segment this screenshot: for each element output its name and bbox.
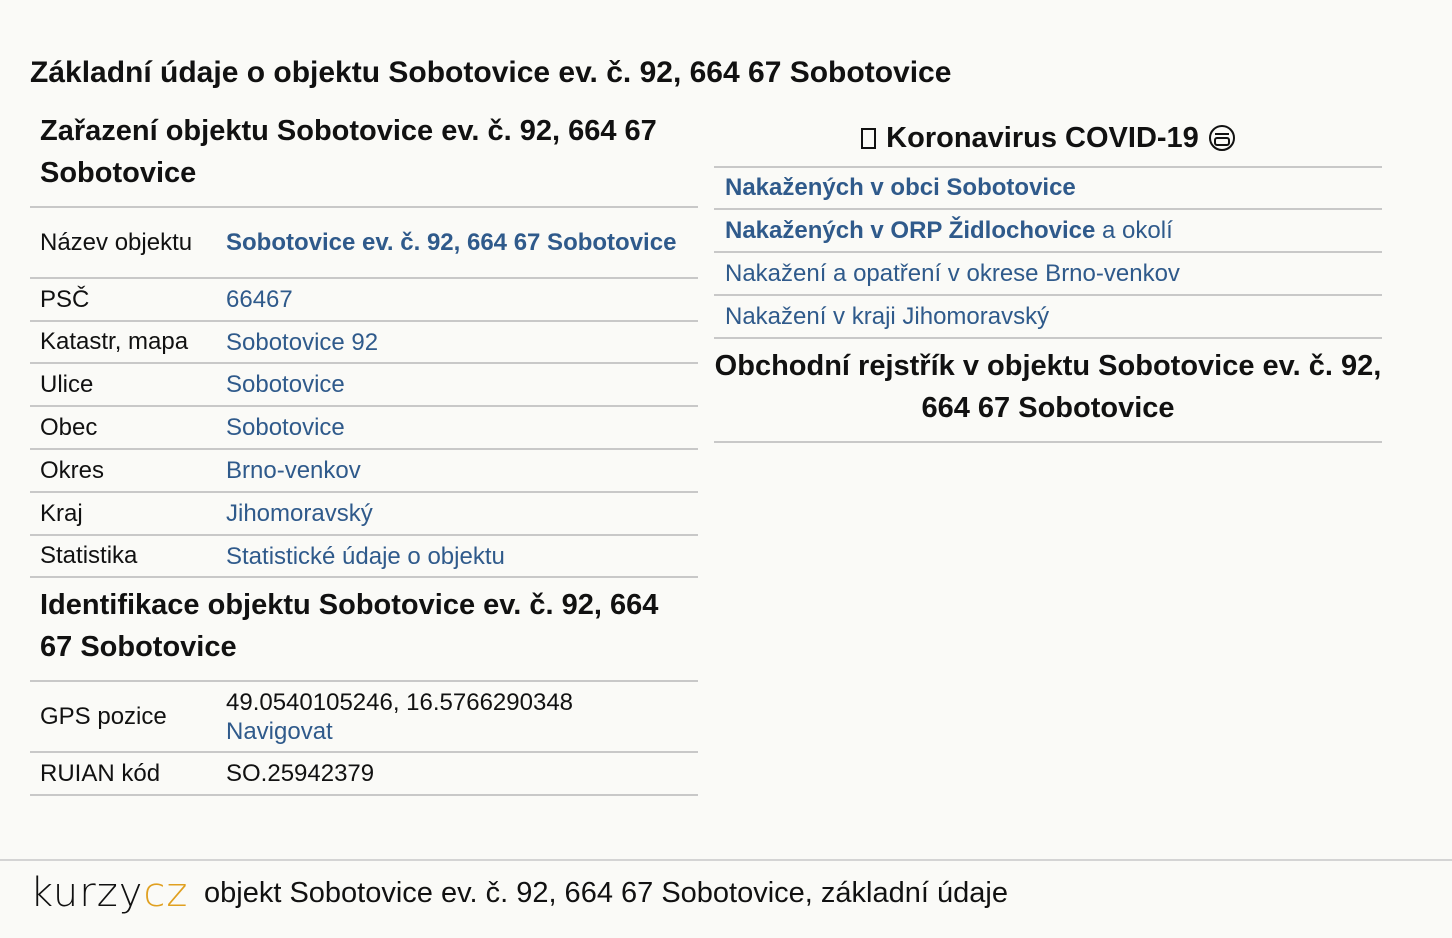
table-row: [30, 322, 698, 364]
table-row: [30, 450, 698, 493]
logo-part2: cz: [143, 870, 189, 916]
row-label-statistics: Statistika: [40, 542, 138, 569]
table-row: [30, 493, 698, 536]
logo-part1: kurzy: [30, 870, 144, 916]
row-label-district: Okres: [40, 456, 105, 484]
street-link[interactable]: Sobotovice: [226, 371, 345, 398]
page-title: Základní údaje o objektu Sobotovice ev. č. 92, 664 67 Sobotovice: [30, 56, 952, 89]
district-link[interactable]: Brno-venkov: [226, 457, 361, 484]
covid-orp-link-bold: Nakažených v ORP Židlochovice: [725, 216, 1096, 244]
business-register-title: Obchodní rejstřík v objektu Sobotovice ev. č. 92, 664 67 Sobotovice: [714, 339, 1382, 443]
missing-glyph-icon: [861, 128, 876, 149]
navigate-link[interactable]: Navigovat: [226, 717, 333, 745]
covid-kraj-link[interactable]: Nakažení v kraji Jihomoravský: [725, 302, 1050, 330]
list-item: [714, 296, 1382, 339]
covid-okres-link[interactable]: Nakažení a opatření v okrese Brno-venkov: [725, 259, 1180, 287]
municipality-link[interactable]: Sobotovice: [226, 414, 345, 441]
row-label-psc: PSČ: [40, 285, 90, 313]
covid-title-text: Koronavirus COVID-19: [886, 121, 1199, 154]
cadastre-link[interactable]: Sobotovice 92: [226, 328, 379, 356]
table-row: [30, 208, 698, 279]
row-label-region: Kraj: [40, 499, 83, 527]
right-column: [714, 110, 1382, 443]
left-column: [30, 110, 698, 796]
row-label-gps: GPS pozice: [40, 702, 167, 730]
psc-link[interactable]: 66467: [226, 286, 293, 313]
list-item: [714, 168, 1382, 210]
gps-value-cell: [226, 688, 698, 746]
table-row: [30, 407, 698, 450]
face-mask-icon: [1209, 125, 1235, 151]
row-label-name: Název objektu: [40, 228, 193, 256]
kurzy-logo[interactable]: [30, 871, 188, 915]
gps-coordinates: 49.0540105246, 16.5766290348: [226, 688, 574, 716]
table-row: [30, 682, 698, 753]
table-row: [30, 536, 698, 578]
row-label-cadastre: Katastr, mapa: [40, 328, 189, 355]
list-item: [714, 253, 1382, 296]
list-item: [714, 210, 1382, 253]
statistics-link[interactable]: Statistické údaje o objektu: [226, 542, 505, 570]
footer-description: objekt Sobotovice ev. č. 92, 664 67 Sobotovice, základní údaje: [204, 877, 1008, 909]
table-row: [30, 364, 698, 407]
ruian-value: SO.25942379: [226, 760, 375, 787]
identification-title: Identifikace objektu Sobotovice ev. č. 92, 664 67 Sobotovice: [30, 578, 698, 682]
covid-obec-link[interactable]: Nakažených v obci Sobotovice: [725, 174, 1076, 201]
row-label-ruian: RUIAN kód: [40, 759, 161, 787]
footer: [0, 859, 1452, 938]
region-link[interactable]: Jihomoravský: [226, 500, 373, 527]
row-label-municipality: Obec: [40, 413, 98, 441]
table-row: [30, 279, 698, 322]
table-row: [30, 753, 698, 796]
covid-title: [714, 110, 1382, 168]
classification-title: Zařazení objektu Sobotovice ev. č. 92, 664 67 Sobotovice: [30, 110, 698, 208]
covid-orp-link[interactable]: [725, 217, 1173, 245]
object-name-link[interactable]: Sobotovice ev. č. 92, 664 67 Sobotovice: [226, 229, 677, 256]
covid-orp-link-suffix: a okolí: [1102, 216, 1173, 244]
row-label-street: Ulice: [40, 370, 94, 398]
